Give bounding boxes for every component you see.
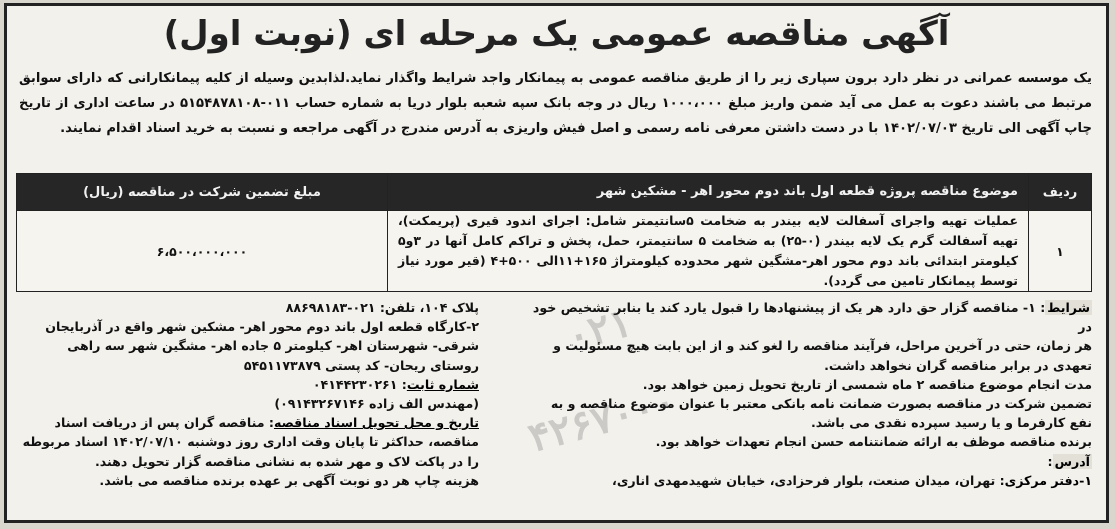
- ad-title: آگهی مناقصه عمومی یک مرحله ای (نوبت اول): [163, 14, 950, 54]
- tender-ad: [4, 3, 1109, 523]
- conditions-line-4: مدت انجام موضوع مناقصه ۲ ماه شمسی از تاریخ تحویل زمین خواهد بود.: [642, 376, 1092, 392]
- engineer-contact: (مهندس الف زاده ۰۹۱۴۳۲۶۷۱۴۶): [274, 396, 479, 412]
- conditions-line-3: تعهدی در برابر مناقصه گران نخواهد داشت.: [824, 357, 1092, 373]
- watermark-line-1: ۰۲۱: [562, 298, 637, 361]
- cell-row-number: ۱: [1029, 211, 1092, 292]
- address-section: [19, 298, 479, 490]
- watermark-line-2: ۴۲۶۷۰۰۰: [523, 377, 681, 462]
- site-address: ۲-کارگاه قطعه اول باند دوم محور اهر- مشکین شهر واقع در آذربایجان شرقی- شهرستان اهر- کیلومتر ۵ جاده اهر- مشگین شهر سه راهی روستای ریحان- کد پستی ۵۴۵۱۱۷۳۸۷۹: [45, 319, 479, 373]
- conditions-line-6: نفع کارفرما و یا رسید سپرده نقدی می باشد.: [810, 415, 1092, 431]
- office-address: ۱-دفتر مرکزی: تهران، میدان صنعت، بلوار فرحزادی، خیابان شهیدمهدی اناری،: [612, 472, 1092, 488]
- conditions-line-2: هر زمان، حتی در آخرین مراحل، فرآیند مناقصه را لغو کند و از این بابت هیچ مسئولیت و: [553, 338, 1092, 354]
- delivery-info: تاریخ و محل تحویل اسناد مناقصه: مناقصه گران پس از دریافت اسناد مناقصه، حداکثر تا پایان وقت اداری روز دوشنبه ۱۴۰۲/۰۷/۱۰ اسناد مربوطه را در پاکت لاک و مهر شده به نشانی مناقصه گزار تحویل دهند.: [22, 415, 479, 469]
- conditions-line-7: برنده مناقصه موظف به ارائه ضمانتنامه حسن انجام تعهدات خواهد بود.: [655, 434, 1092, 450]
- table-row: [17, 211, 1092, 292]
- cell-guarantee-amount: ۶،۵۰۰،۰۰۰،۰۰۰: [17, 211, 388, 292]
- address-heading: آدرس:: [1047, 453, 1090, 469]
- phone-label: شماره ثابت: [406, 376, 479, 392]
- print-cost-note: هزینه چاپ هر دو نوبت آگهی بر عهده برنده مناقصه می باشد.: [99, 472, 479, 488]
- conditions-line-5: تضمین شرکت در مناقصه بصورت ضمانت نامه بانکی معتبر با عنوان موضوع مناقصه و به: [550, 396, 1092, 412]
- address-label: آدرس: [1054, 453, 1090, 469]
- cell-subject: عملیات تهیه واجرای آسفالت لایه بیندر به ضخامت ۵سانتیمتر شامل: اجرای اندود قیری (پریمکت)، تهیه آسفالت گرم یک لایه بیندر (۰-۲۵) به ضخامت ۵ سانتیمتر، حمل، پخش و تراکم کامل آنها در ۳و۵ کیلومتر ابتدائی باند دوم محور اهر-مشگین شهر محدوده کیلومتراژ ۱۶۵+۱۱الی ۵۰۰+۴ (قیر مورد نیاز توسط پیمانکار تامین می گردد).: [388, 211, 1029, 292]
- table-header-row: [17, 174, 1092, 211]
- conditions-section: [517, 298, 1092, 490]
- header-guarantee-amount: مبلغ تضمین شرکت در مناقصه (ریال): [17, 174, 388, 211]
- conditions-line-1: شرایط: ۱- مناقصه گزار حق دارد هر یک از پیشنهادها را قبول یارد کند یا بنابر تشخیص خود در: [532, 300, 1092, 335]
- phone-line: [19, 375, 479, 394]
- office-address-cont: پلاک ۱۰۴، تلفن: ۰۲۱-۸۸۶۹۸۱۸۳: [285, 300, 479, 315]
- conditions-label: شرایط: [1047, 300, 1090, 315]
- office-label: ۱-دفتر مرکزی: [1004, 472, 1092, 488]
- header-subject: موضوع مناقصه پروژه قطعه اول باند دوم محور اهر - مشکین شهر: [388, 174, 1029, 211]
- tender-table: [16, 173, 1092, 292]
- header-row-number: ردیف: [1029, 174, 1092, 211]
- phone-number: : ۰۴۱۴۴۲۳۰۲۶۱: [312, 376, 407, 392]
- delivery-label: تاریخ و محل تحویل اسناد مناقصه: [273, 415, 479, 431]
- intro-paragraph: یک موسسه عمرانی در نظر دارد برون سپاری زیر را از طریق مناقصه عمومی به پیمانکار واجد شرایط واگذار نماید.لذابدین وسیله از کلیه پیمانکارانی که دارای سوابق مرتبط می باشند دعوت به عمل می آید ضمن واریز مبلغ ۱۰۰۰،۰۰۰ ریال در وجه بانک سپه شعبه بلوار دریا به شماره حساب ۰۱۱-۵۱۵۴۸۷۸۱۰۸ در ساعت اداری از تاریخ چاپ آگهی الی تاریخ ۱۴۰۲/۰۷/۰۳ با در دست داشتن معرفی نامه رسمی و اصل فیش واریزی به آدرس مندرج در آگهی مراجعه و نسبت به خرید اسناد اقدام نمایند.: [19, 71, 1092, 136]
